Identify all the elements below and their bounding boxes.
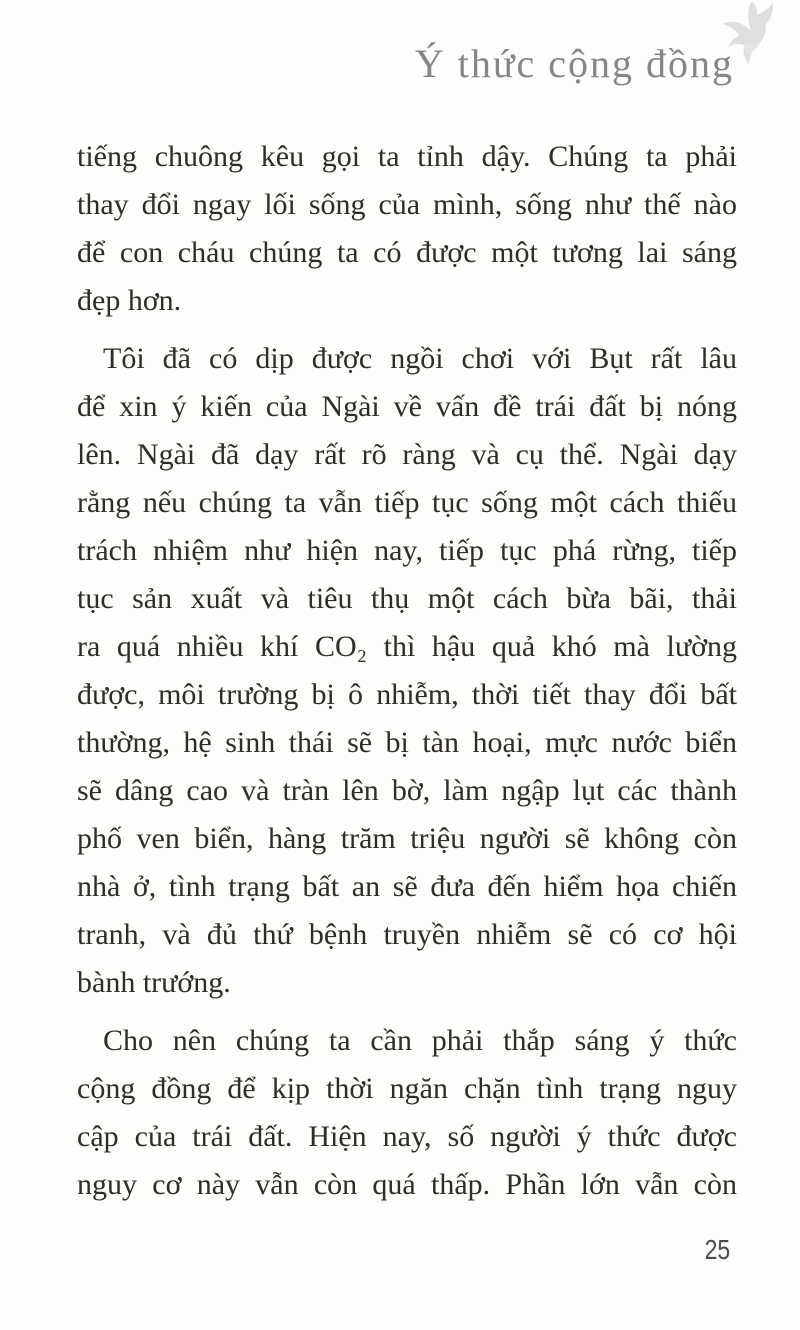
- text-line: tục sản xuất và tiêu thụ một cách bừa bãi, thải: [77, 582, 737, 615]
- text-line: đẹp hơn.: [77, 284, 182, 317]
- text-line: nhà ở, tình trạng bất an sẽ đưa đến hiểm họa chiến: [77, 870, 737, 903]
- text-line: tranh, và đủ thứ bệnh truyền nhiễm sẽ có cơ hội: [77, 918, 737, 951]
- text-line: Tôi đã có dịp được ngồi chơi với Bụt rất lâu: [103, 342, 737, 375]
- text-line: nguy cơ này vẫn còn quá thấp. Phần lớn vẫn còn: [77, 1168, 737, 1201]
- text-line: Cho nên chúng ta cần phải thắp sáng ý thức: [103, 1024, 737, 1057]
- text-line: tiếng chuông kêu gọi ta tỉnh dậy. Chúng ta phải: [77, 140, 737, 173]
- text-line: thường, hệ sinh thái sẽ bị tàn hoại, mực nước biển: [77, 726, 737, 759]
- text-line: cộng đồng để kịp thời ngăn chặn tình trạng nguy: [77, 1072, 737, 1105]
- text-line: để xin ý kiến của Ngài về vấn đề trái đất bị nóng: [77, 390, 737, 423]
- text-line: trách nhiệm như hiện nay, tiếp tục phá rừng, tiếp: [77, 534, 737, 567]
- text-line: phố ven biển, hàng trăm triệu người sẽ không còn: [77, 822, 737, 855]
- text-line: rằng nếu chúng ta vẫn tiếp tục sống một cách thiếu: [77, 486, 737, 519]
- running-title: Ý thức cộng đồng: [414, 41, 734, 86]
- paragraph: [77, 1017, 737, 1209]
- text-line: bành trướng.: [77, 966, 231, 999]
- paragraph: [77, 335, 737, 1007]
- text-line: được, môi trường bị ô nhiễm, thời tiết thay đổi bất: [77, 678, 737, 711]
- text-line: cập của trái đất. Hiện nay, số người ý thức được: [77, 1120, 737, 1153]
- text-line: lên. Ngài đã dạy rất rõ ràng và cụ thể. Ngài dạy: [77, 438, 737, 471]
- text-line: sẽ dâng cao và tràn lên bờ, làm ngập lụt các thành: [77, 774, 737, 807]
- text-line: ra quá nhiều khí CO₂ thì hậu quả khó mà lường: [77, 630, 737, 663]
- page-number: 25: [704, 1234, 730, 1265]
- text-line: thay đổi ngay lối sống của mình, sống như thế nào: [77, 188, 737, 221]
- body-text: [77, 133, 737, 1209]
- paragraph: [77, 133, 737, 325]
- text-line: để con cháu chúng ta có được một tương lai sáng: [77, 236, 737, 269]
